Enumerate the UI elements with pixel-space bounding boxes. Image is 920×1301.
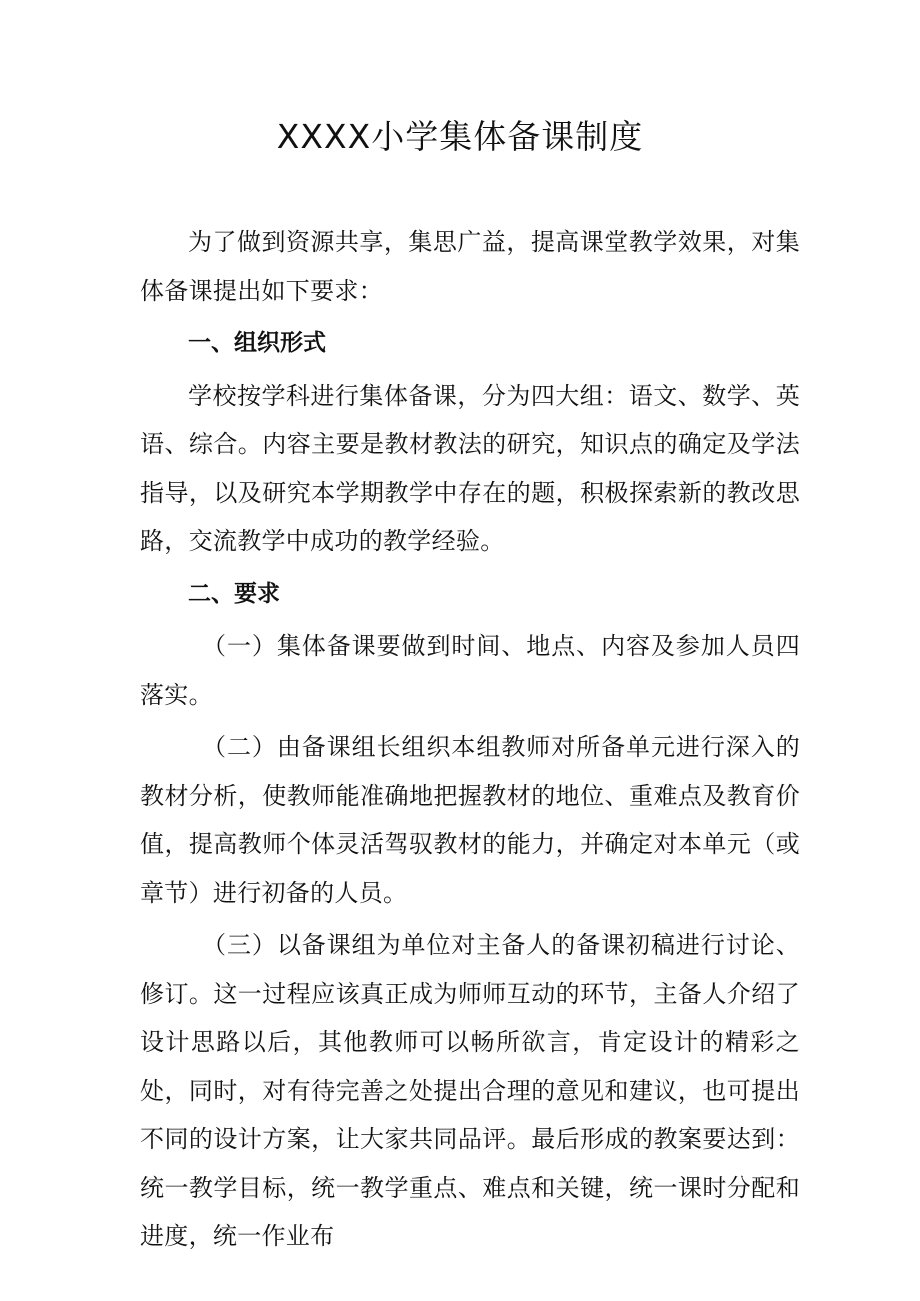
document-body: [140, 218, 800, 1261]
organization-paragraph: 学校按学科进行集体备课，分为四大组：语文、数学、英语、综合。内容主要是教材教法的研究，知识点的确定及学法指导，以及研究本学期教学中存在的题，积极探索新的教改思路，交流教学中成功的教学经验。: [140, 381, 800, 555]
document-title: XXXX小学集体备课制度: [276, 117, 644, 156]
section-heading-requirements: 二、要求: [188, 580, 280, 607]
requirement-item-1: （一）集体备课要做到时间、地点、内容及参加人员四落实。: [140, 632, 800, 709]
requirement-item-2: （二）由备课组长组织本组教师对所备单元进行深入的教材分析，使教师能准确地把握教材的地位、重难点及教育价值，提高教师个体灵活驾驭教材的能力，并确定对本单元（或章节）进行初备的人员。: [140, 733, 800, 907]
requirement-item-3: （三）以备课组为单位对主备人的备课初稿进行讨论、修订。这一过程应该真正成为师师互动的环节，主备人介绍了设计思路以后，其他教师可以畅所欲言，肯定设计的精彩之处，同时，对有待完善之处提出合理的意见和建议，也可提出不同的设计方案，让大家共同品评。最后形成的教案要达到：统一教学目标，统一教学重点、难点和关键，统一课时分配和进度，统一作业布: [140, 931, 800, 1250]
intro-paragraph: 为了做到资源共享，集思广益，提高课堂教学效果，对集体备课提出如下要求：: [140, 228, 800, 305]
section-heading-organization: 一、组织形式: [188, 330, 326, 356]
